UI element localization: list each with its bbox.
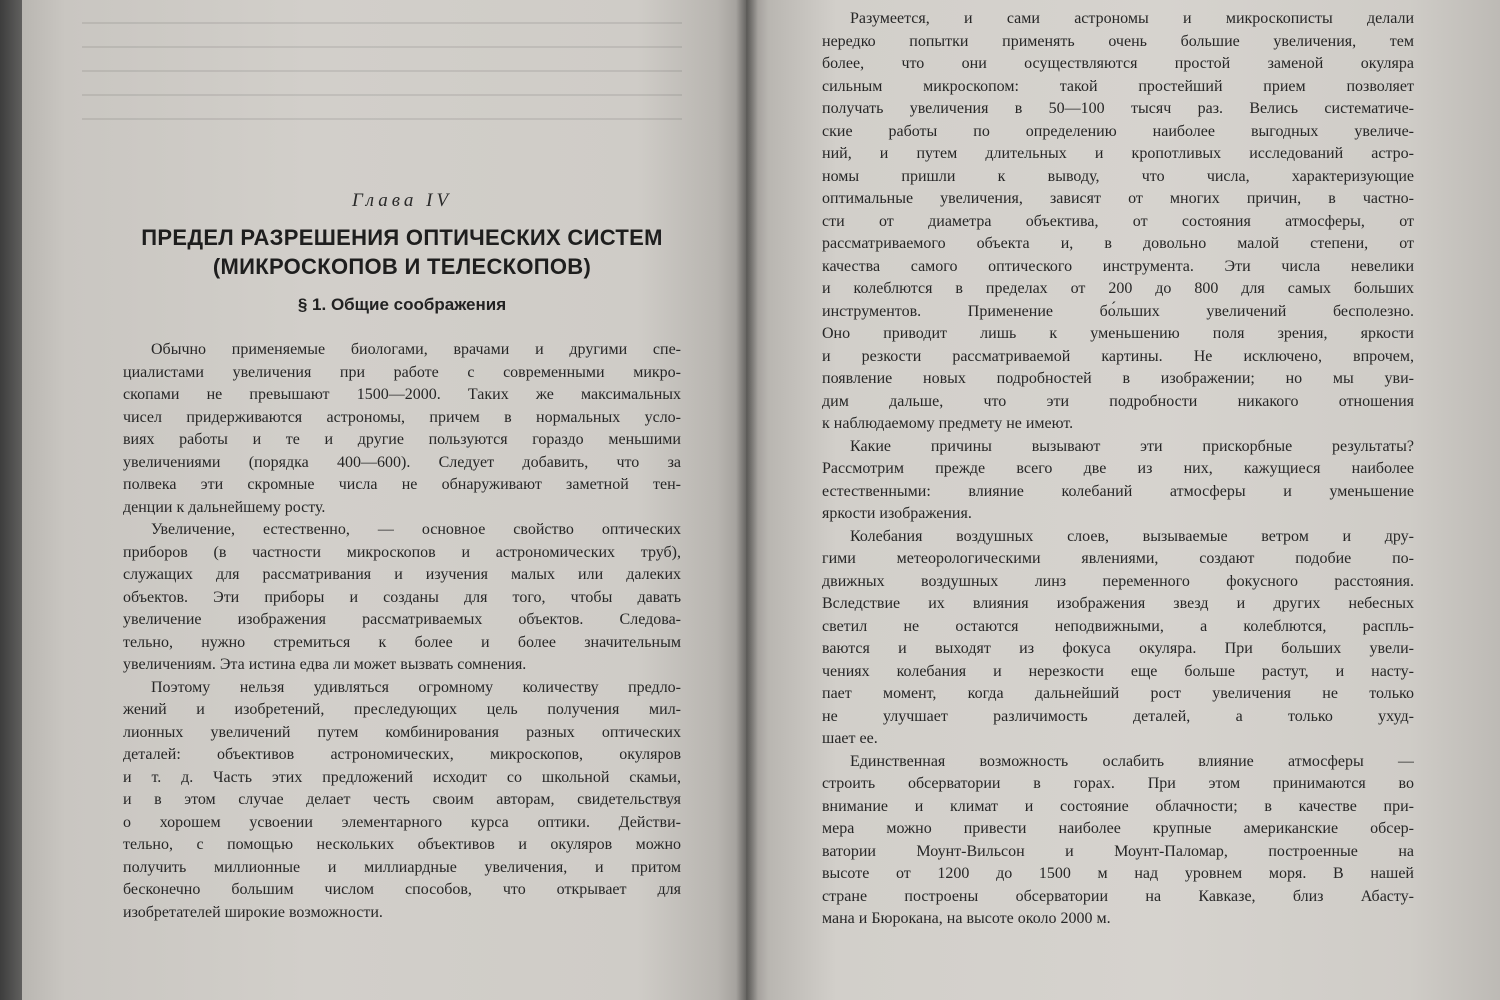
- text-line: чисел придерживаются астрономы, причем в нормальных усло-: [123, 408, 681, 426]
- text-line: увеличение изображения рассматриваемых объектов. Следова-: [123, 611, 681, 628]
- text-line: Обычно применяемые биологами, врачами и другими спе-: [151, 341, 681, 358]
- text-line: светил не остаются неподвижными, а колеблются, распль-: [822, 617, 1414, 635]
- text-line: виях работы и те и другие пользуются гораздо меньшими: [123, 431, 681, 448]
- text-line: деталей: объективов астрономических, микроскопов, окуляров: [123, 746, 681, 763]
- text-line: ские работы по определению наиболее выгодных увеличе-: [822, 122, 1414, 140]
- text-line: Оно приводит лишь к уменьшению поля зрения, яркости: [822, 325, 1414, 342]
- text-line: получать увеличения в 50—100 тысяч раз. Велись систематиче-: [822, 100, 1414, 117]
- text-line: сильным микроскопом: такой простейший прием позволяет: [822, 77, 1414, 95]
- text-line: ваются и выходят из фокуса окуляра. При больших увели-: [822, 640, 1414, 657]
- show-through-text: [82, 0, 682, 150]
- text-line: лионных увеличений путем комбинирования разных оптических: [123, 723, 681, 741]
- text-line: инструментов. Применение бо́льших увеличений бесполезно.: [822, 302, 1414, 320]
- text-line: пает момент, когда дальнейший рост увеличения не только: [822, 685, 1414, 702]
- text-line: гими метеорологическими явлениями, создают подобие по-: [822, 550, 1414, 567]
- text-line: оптимальные увеличения, зависят от многих причин, в частно-: [822, 190, 1414, 207]
- text-line: шает ее.: [822, 730, 878, 747]
- text-line: увеличениям. Эта истина едва ли может вызвать сомнения.: [123, 656, 527, 673]
- text-line: строить обсерватории в горах. При этом принимаются во: [822, 775, 1414, 792]
- text-line: Колебания воздушных слоев, вызываемые ветром и дру-: [850, 527, 1414, 545]
- text-line: внимание и климат и состояние облачности; в качестве при-: [822, 797, 1414, 815]
- right-page-body-text: [822, 8, 1414, 931]
- text-line: ватории Моунт-Вильсон и Моунт-Паломар, построенные на: [822, 842, 1414, 860]
- text-line: Увеличение, естественно, — основное свойство оптических: [151, 521, 681, 538]
- text-line: номы пришли к выводу, что числа, характеризующие: [822, 167, 1414, 185]
- left-page-body-text: [123, 339, 681, 924]
- chapter-title-line-2: (МИКРОСКОПОВ И ТЕЛЕСКОПОВ): [212, 254, 592, 279]
- text-line: сти от диаметра объектива, от состояния атмосферы, от: [822, 212, 1414, 230]
- text-line: о хорошем усвоении элементарного курса оптики. Действи-: [123, 813, 681, 831]
- text-line: мера можно привести наиболее крупные американские обсер-: [822, 820, 1414, 837]
- text-line: ний, и путем длительных и кропотливых исследований астро-: [822, 145, 1414, 162]
- text-line: циалистами увеличения при работе с современными микро-: [123, 363, 681, 381]
- text-line: Рассмотрим прежде всего две из них, кажущиеся наиболее: [822, 460, 1414, 477]
- text-line: дим дальше, что эти подробности никакого отношения: [822, 392, 1414, 410]
- text-line: тельно, с помощью нескольких объективов и окуляров можно: [123, 836, 681, 853]
- text-line: мана и Бюрокана, на высоте около 2000 м.: [822, 910, 1111, 927]
- text-line: служащих для рассматривания и изучения малых или далеких: [123, 566, 681, 583]
- text-line: Единственная возможность ослабить влияние атмосферы —: [850, 752, 1414, 770]
- text-line: чениях колебания и нерезкости еще больше растут, и насту-: [822, 662, 1414, 680]
- text-line: и резкости рассматриваемой картины. Не исключено, впрочем,: [822, 347, 1414, 365]
- text-line: объектов. Эти приборы и созданы для того, чтобы давать: [123, 588, 681, 606]
- text-line: получить миллионные и миллиардные увеличения, и притом: [123, 858, 681, 876]
- text-line: появление новых подробностей в изображении; но мы уви-: [822, 370, 1414, 387]
- chapter-title: [82, 223, 722, 281]
- text-line: денции к дальнейшему росту.: [123, 498, 326, 516]
- text-line: бесконечно большим числом способов, что открывает для: [123, 881, 681, 898]
- text-line: Какие причины вызывают эти прискорбные результаты?: [850, 437, 1414, 455]
- text-line: приборов (в частности микроскопов и астрономических труб),: [123, 543, 681, 561]
- text-line: естественными: влияние колебаний атмосферы и уменьшение: [822, 482, 1414, 500]
- section-title: § 1. Общие соображения: [297, 295, 507, 314]
- text-line: яркости изображения.: [822, 505, 972, 522]
- text-line: жений и изобретений, преследующих цель получения мил-: [123, 701, 681, 718]
- text-line: полвека эти скромные числа не обнаруживают заметной тен-: [123, 476, 681, 493]
- text-line: качества самого оптического инструмента. Эти числа невелики: [822, 257, 1414, 275]
- text-line: Поэтому нельзя удивляться огромному количеству предло-: [151, 678, 681, 696]
- text-line: более, что они осуществляются простой заменой окуляра: [822, 55, 1414, 72]
- chapter-title-line-1: ПРЕДЕЛ РАЗРЕШЕНИЯ ОПТИЧЕСКИХ СИСТЕМ: [141, 225, 663, 250]
- text-line: не улучшает различимость деталей, а только ухуд-: [822, 707, 1414, 725]
- text-line: тельно, нужно стремиться к более и более значительным: [123, 633, 681, 651]
- text-line: рассматриваемого объекта и, в довольно малой степени, от: [822, 235, 1414, 252]
- text-line: и в этом случае делает честь своим авторам, свидетельствуя: [123, 791, 681, 808]
- text-line: Разумеется, и сами астрономы и микроскописты делали: [850, 10, 1414, 27]
- text-line: увеличениями (порядка 400—600). Следует добавить, что за: [123, 453, 681, 471]
- text-line: и т. д. Часть этих предложений исходит со школьной скамьи,: [123, 768, 681, 786]
- text-line: скопами не превышают 1500—2000. Таких же максимальных: [123, 386, 681, 403]
- text-line: Вследствие их влияния изображения звезд и других небесных: [822, 595, 1414, 612]
- text-line: движных воздушных линз переменного фокусного расстояния.: [822, 572, 1414, 590]
- text-line: нередко попытки применять очень большие увеличения, тем: [822, 32, 1414, 50]
- text-line: и колеблются в пределах от 200 до 800 для самых больших: [822, 280, 1414, 297]
- text-line: к наблюдаемому предмету не имеют.: [822, 415, 1074, 432]
- text-line: стране построены обсерватории на Кавказе, близ Абасту-: [822, 887, 1414, 905]
- text-line: высоте от 1200 до 1500 м над уровнем моря. В нашей: [822, 865, 1414, 882]
- chapter-label: Глава IV: [351, 190, 453, 211]
- text-line: изобретателей широкие возможности.: [123, 903, 383, 921]
